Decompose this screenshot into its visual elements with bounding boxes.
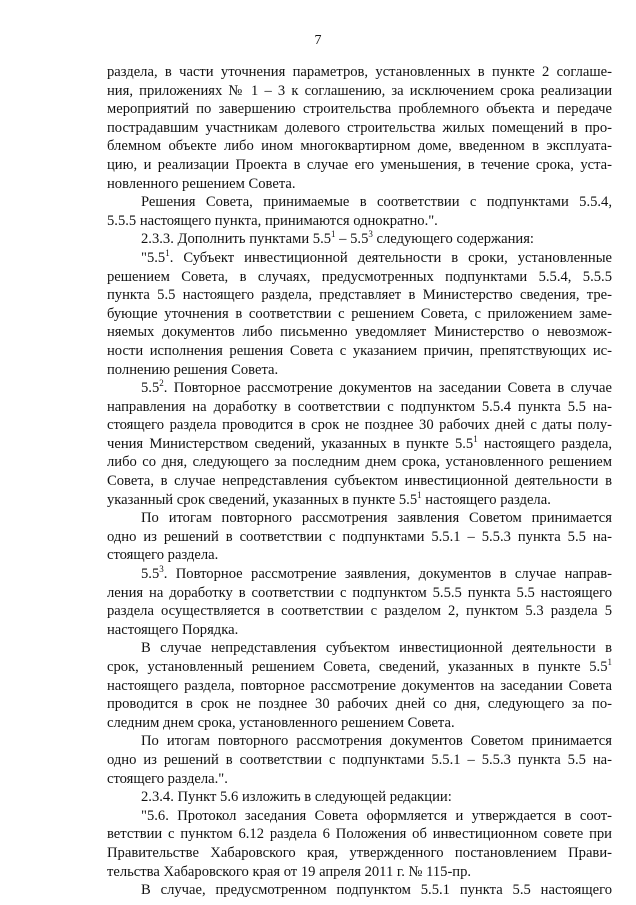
text-line: Правительстве Хабаровского края, утвержденного постановлением Прави-	[107, 844, 612, 861]
text-line: няемых документов либо письменно уведомляет Министерство о невозмож-	[107, 324, 612, 341]
text-line: $5.5^2$. Повторное рассмотрение документов на заседании Совета в случае	[141, 378, 612, 397]
text-line: направления на доработку в соответствии с подпунктом 5.5.4 пункта 5.5 на-	[107, 398, 612, 415]
text-line: одно из решений в соответствии с подпунктами 5.5.1 – 5.5.3 пункта 5.5 на-	[107, 528, 612, 545]
text-line: 2.3.4. Пункт 5.6 изложить в следующей редакции:	[141, 789, 452, 806]
text-line: По итогам повторного рассмотрения документов Советом принимается	[141, 733, 612, 750]
text-line: указанный срок сведений, указанных в пункте $5.5^1$ настоящего раздела.	[107, 489, 551, 508]
text-line: настоящего раздела, повторное рассмотрение документов на заседании Совета	[107, 677, 612, 694]
text-line: В случае непредставления субъектом инвестиционной деятельности в	[141, 640, 612, 657]
text-line: следним днем срока, установленного решением Совета.	[107, 714, 455, 731]
text-line: мероприятий по завершению строительства проблемного объекта и передаче	[107, 101, 612, 118]
text-line: стоящего раздела.	[107, 547, 219, 564]
text-line: ветствии с пунктом 6.12 раздела 6 Положения об инвестиционном совете при	[107, 826, 612, 843]
text-line: срок, установленный решением Совета, сведений, указанных в пункте $5.5^1$	[107, 657, 612, 675]
document-body	[107, 63, 612, 900]
text-line: ления на доработку в соответствии с подпунктом 5.5.5 пункта 5.5 настоящего	[107, 584, 612, 601]
text-line: По итогам повторного рассмотрения заявления Советом принимается	[141, 510, 612, 527]
text-line: бующие уточнения в соответствии с решением Совета, с приложением заме-	[107, 305, 612, 322]
page-number: 7	[314, 33, 322, 48]
text-line: "$5.5^1$. Субъект инвестиционной деятельности в сроки, установленные	[141, 247, 612, 266]
text-line: Совета, в случае непредставления субъектом инвестиционной деятельности в	[107, 473, 612, 490]
text-line: либо со дня, следующего за последним днем срока, установленного решением	[107, 454, 612, 471]
text-line: ности исполнения решения Совета с указанием причин, препятствующих ис-	[107, 342, 612, 359]
text-line: цию, и реализации Проекта в случае его уменьшения, в течение срока, уста-	[107, 156, 612, 173]
text-line: 2.3.3. Дополнить пунктами $5.5^1 - 5.5^3$ следующего содержания:	[141, 229, 534, 248]
text-line: одно из решений в соответствии с подпунктами 5.5.1 – 5.5.3 пункта 5.5 на-	[107, 751, 612, 768]
text-line: проводится в срок не позднее 30 рабочих дней со дня, следующего за по-	[107, 696, 612, 713]
text-line: решением Совета, в случаях, предусмотренных подпунктами 5.5.4, 5.5.5	[107, 268, 612, 285]
text-line: пострадавшим участникам долевого строительства жилых помещений в про-	[107, 119, 612, 136]
text-line: "5.6. Протокол заседания Совета оформляется и утверждается в соот-	[141, 807, 612, 824]
text-line: пункта 5.5 настоящего раздела, представляет в Министерство сведения, тре-	[107, 287, 612, 304]
text-line: блемном объекте либо ином многоквартирном доме, введенном в эксплуата-	[107, 138, 612, 155]
text-line: настоящего Порядка.	[107, 621, 239, 638]
text-line: чения Министерством сведений, указанных в пункте $5.5^1$ настоящего раздела,	[107, 433, 613, 452]
text-line: $5.5^3$. Повторное рассмотрение заявления, документов в случае направ-	[141, 564, 612, 583]
text-line: 5.5.5 настоящего пункта, принимаются однократно.".	[107, 212, 438, 229]
text-line: раздела осуществляется в соответствии с разделом 2, пунктом 5.3 раздела 5	[107, 603, 612, 620]
text-line: тельства Хабаровского края от 19 апреля 2011 г. № 115-пр.	[107, 863, 472, 880]
text-line: стоящего раздела.".	[107, 770, 228, 787]
text-line: стоящего раздела проводится в срок не позднее 30 рабочих дней с даты полу-	[107, 417, 612, 434]
text-line: раздела, в части уточнения параметров, установленных в пункте 2 соглаше-	[107, 64, 612, 80]
text-line: новленного решением Совета.	[107, 175, 296, 192]
text-line: полнению решения Совета.	[107, 361, 279, 378]
text-line: В случае, предусмотренном подпунктом 5.5.1 пункта 5.5 настоящего	[141, 882, 612, 899]
text-line: ния, приложениях № 1 – 3 к соглашению, за исключением срока реализации	[107, 82, 612, 99]
text-line: Решения Совета, принимаемые в соответствии с подпунктами 5.5.4,	[141, 194, 612, 211]
